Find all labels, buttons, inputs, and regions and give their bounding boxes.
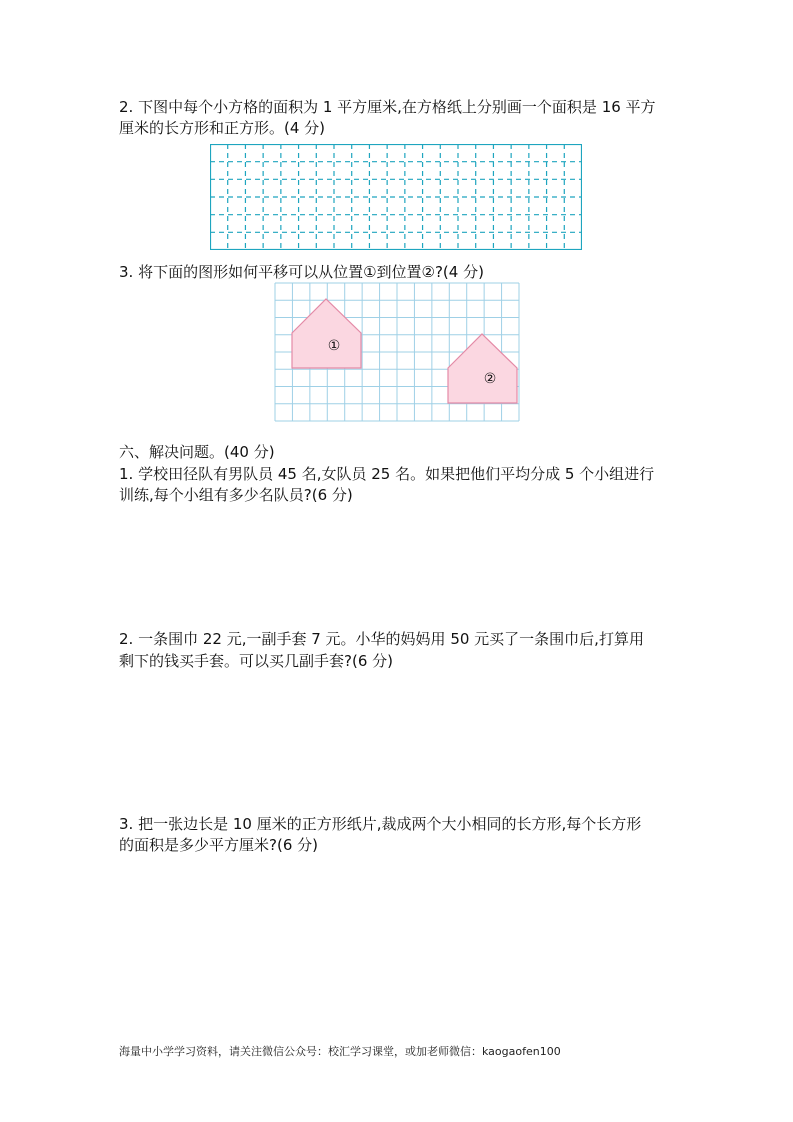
- position-1-marker: ①: [327, 338, 341, 354]
- house-shape-position-1: [292, 299, 361, 368]
- q2-line-2: 厘米的长方形和正方形。(4 分): [119, 119, 326, 137]
- problem-2-line-1: 2. 一条围巾 22 元,一副手套 7 元。小华的妈妈用 50 元买了一条围巾后,打算用: [119, 630, 644, 648]
- section-6-heading: 六、解决问题。(40 分): [119, 443, 275, 461]
- problem-3-line-2: 的面积是多少平方厘米?(6 分): [119, 836, 318, 854]
- footer-note: 海量中小学学习资料，请关注微信公众号：校汇学习课堂，或加老师微信：kaogaofen100: [119, 1045, 561, 1058]
- position-2-marker: ②: [483, 371, 497, 387]
- q2-line-1: 2. 下图中每个小方格的面积为 1 平方厘米,在方格纸上分别画一个面积是 16 平方: [119, 98, 656, 116]
- problem-3-line-1: 3. 把一张边长是 10 厘米的正方形纸片,裁成两个大小相同的长方形,每个长方形: [119, 815, 642, 833]
- house-shape-position-2: [448, 334, 517, 403]
- q3-line-1: 3. 将下面的图形如何平移可以从位置①到位置②?(4 分): [119, 263, 484, 281]
- problem-2-line-2: 剩下的钱买手套。可以买几副手套?(6 分): [119, 652, 393, 670]
- problem-1-line-2: 训练,每个小组有多少名队员?(6 分): [119, 486, 353, 504]
- problem-1-line-1: 1. 学校田径队有男队员 45 名,女队员 25 名。如果把他们平均分成 5 个小组进行: [119, 465, 655, 483]
- translation-grid: [274, 282, 520, 422]
- square-grid-paper: [210, 144, 582, 250]
